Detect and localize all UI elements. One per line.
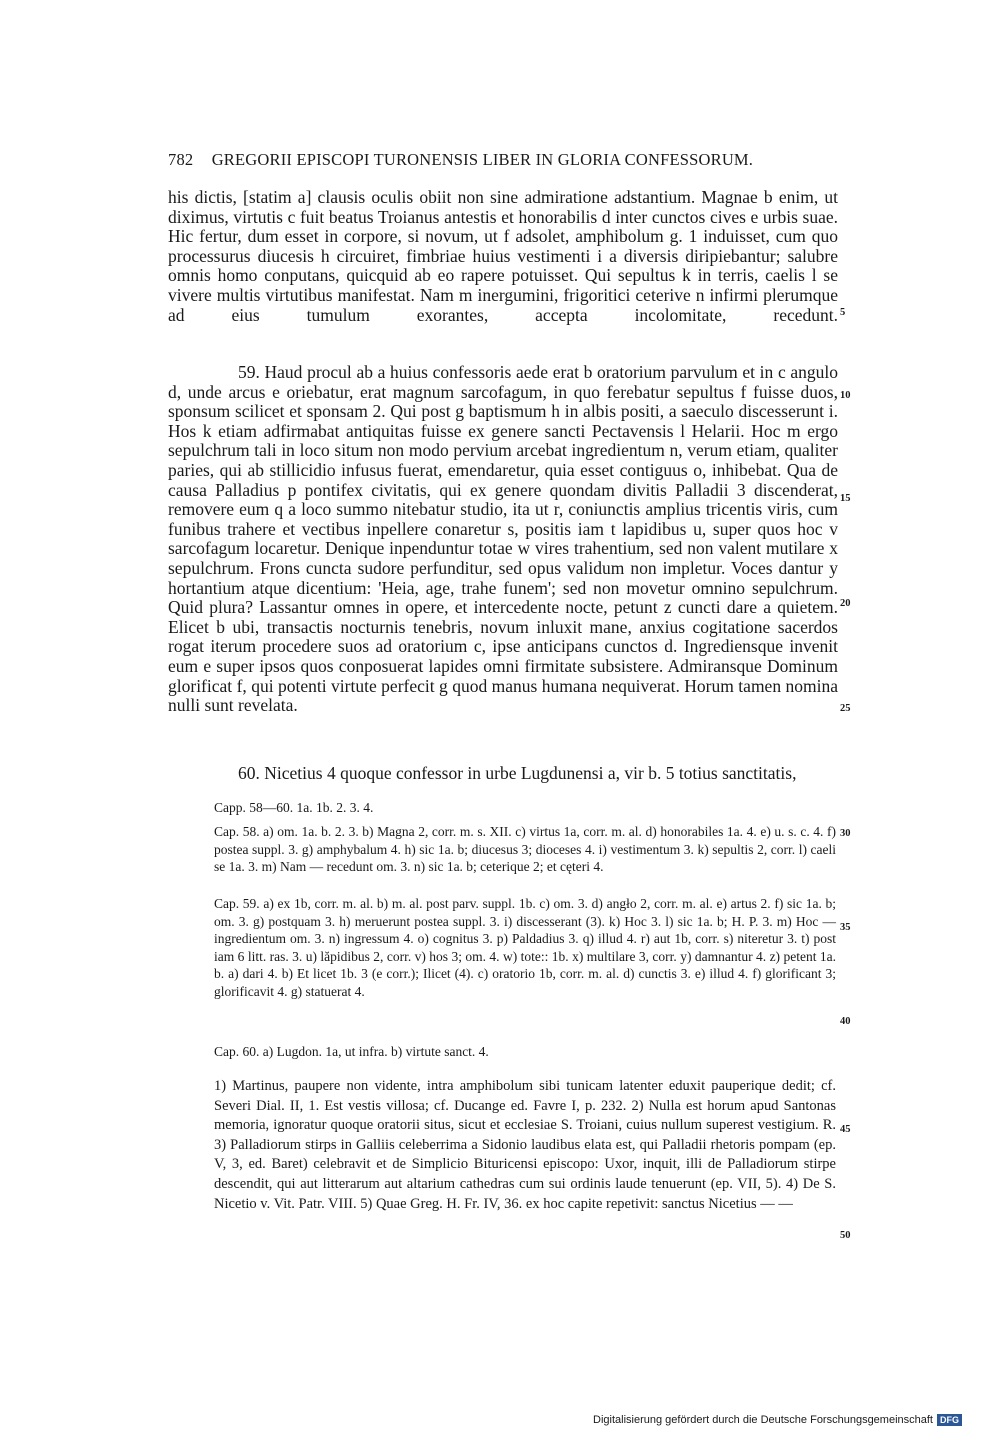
apparatus-chapter-58	[168, 823, 836, 876]
line-number: 5	[840, 307, 846, 318]
dfg-logo: DFG	[937, 1414, 962, 1426]
apparatus-chapter-60	[168, 1043, 836, 1061]
chapter-60-paragraph: 60. Nicetius 4 quoque confessor in urbe Lugdunensi a, vir b. 5 totius sanctitatis,	[238, 763, 797, 783]
footnotes-text: 1) Martinus, paupere non vidente, intra amphibolum sibi tunicam latenter eduxit pauperique dedit; cf. Severi Dial. II, 1. Est vestis villosa; cf. Ducange ed. Favre I, p. 232. 2) Nulla est horum apud Santonas memoria, ignoratur quoque oratorii situs, sicut et ecclesiae S. Troiani, cuius nullum superest vestigium. R. 3) Palladiorum stirps in Galliis celeberrima a Sidonio laudibus elata est, qui Palladii rhetoris pompam (ep. V, 3, ed. Baret) celebravit et de Simplicio Bituricensi episcopo: Uxor, inquit, illi de Palladiorum stirpe descendit, qui aut litterarum aut altarium cathedras cum sui ordinis laude tenuerunt (ep. VII, 5). 4) De S. Nicetio v. Vit. Patr. VIII. 5) Quae Greg. H. Fr. IV, 36. ex hoc capite repetivit: sanctus Nicetius — —	[214, 1078, 836, 1212]
page-number: 782	[168, 150, 194, 169]
running-header	[168, 150, 838, 170]
line-number: 20	[840, 598, 851, 609]
chapter-58-paragraph: his dictis, [statim a] clausis oculis obiit non sine admiratione adstantium. Magnae b enim, ut diximus, virtutis c fuit beatus Troianus antestis et honorabilis d inter cunctos cives e urbis suae. Hic fertur, dum esset in corpore, si novum, ut f adsolet, amphibolum g. 1 induisset, cum quo processurus diucesis h circuiret, fimbriae huius vestimenti i a diversis diripiebantur; salubre omnis homo conputans, quicquid ab eo rapere potuisset. Qui sepultus k in terris, caelis l se vivere multis virtutibus manifestat. Nam m inergumini, frigoritici ceterive n infirmi plerumque ad eius tumulum exorantes, accepta incolomitate, recedunt.	[168, 187, 838, 325]
line-number: 15	[840, 493, 851, 504]
chapter-59-paragraph: 59. Haud procul ab a huius confessoris aede erat b oratorium parvulum et in c angulo d, unde arcus e oriebatur, erat magnum sarcofagum, in quo ferebatur sepultus f fuisse duos, sponsum scilicet et sponsam 2. Qui post g baptismum h in albis positi, a saeculo discesserunt i. Hos k etiam adfirmabat antiquitas fuisse ex genere sancti Pectavensis l Helarii. Hoc m ergo sepulchrum tali in loco situm non modo pervium arcebat ingredientum n, verum etiam, qualiter paries, qui ab stillicidio infusus fuerat, emendaretur, quia esset contiguus o, inhibebat. Qua de causa Palladius p pontifex civitatis, qui ex genere quondam divitis Palladii 3 discenderat, removere eum q a loco summo nitebatur studio, ita ut r, coniunctis amplius tricentis viris, cum funibus trahere et vectibus inpellere conaretur s, positis iam t lapidibus u, super quos hoc v sarcofagum locaretur. Denique inpenduntur totae w vires trahentium, sed non valent mutilare x sepulchrum. Frons cuncta sudore perfunditur, sed opus validum non impletur. Voces dantur y hortantium atque dicentium: 'Heia, age, trahe funem'; sed non movetur omnino sepulchrum. Quid plura? Lassantur omnes in opere, et intercedente nocte, petunt z cuncti dare a quietem. Elicet b ubi, transactis nocturnis tenebris, novum inluxit mane, anxius cogitatione sacerdos rogat iterum procedere suos ad oratorium c, ipse anticipans cunctos d. Ingrediensque invenit eum e super ipsos quos conposuerat lapides omni firmitate subsistere. Admiransque Dominum glorificat f, qui potenti virtute perfecit g quod manus humana nequiverat. Horum tamen nomina nulli sunt revelata.	[168, 362, 838, 716]
digitization-footer	[593, 1414, 962, 1426]
line-number: 10	[840, 390, 851, 401]
line-number: 50	[840, 1230, 851, 1241]
line-number: 40	[840, 1016, 851, 1027]
line-number: 45	[840, 1124, 851, 1135]
running-title: GREGORII EPISCOPI TURONENSIS LIBER IN GLORIA CONFESSORUM.	[211, 150, 754, 169]
apparatus-codices: Capp. 58—60. 1a. 1b. 2. 3. 4.	[214, 800, 374, 815]
apparatus-chapter-59	[168, 895, 836, 1001]
apparatus-text: Cap. 58. a) om. 1a. b. 2. 3. b) Magna 2, corr. m. s. XII. c) virtus 1a, corr. m. al. d) honorabiles 1a. 4. e) u. s. c. 4. f) postea suppl. 3. g) amphybalum 4. h) sic 1a. b; diucesus 3; dioceses 4. i) vestimentum 3. k) sepultis 2, corr. l) caeli se 1a. 3. m) Nam — recedunt om. 3. n) sic 1a. b; ceterique 2; et cęteri 4.	[214, 824, 836, 875]
apparatus-text: Cap. 59. a) ex 1b, corr. m. al. b) m. al. post parv. suppl. 1b. c) om. 3. d) angło 2, corr. m. al. e) artus 2. f) sic 1a. b; om. 3. g) postquam 3. h) meruerunt postea suppl. 3. i) discesserant (3). k) Hoc 3. l) sic 1a. b; H. P. 3. m) Hoc — ingredientum om. 3. n) ingressum 4. o) cognitus 3. p) Paldadius 3. q) illud 4. r) aut 1b, corr. s) niteretur 3. t) post iam 6 litt. ras. 3. u) lăpidibus 2, corr. v) hos 3; om. 4. w) tote:: 1b. x) multilare 3, corr. y) damnantur 4. z) petent 1a. b. a) dari 4. b) Et licet 1b. 3 (e corr.); Ilicet (4). c) oratorio 1b, corr. m. al. d) cunctis 3. e) illud 4. f) glorificant 3; glorificavit 4. g) statuerat 4.	[214, 896, 836, 999]
line-number: 25	[840, 703, 851, 714]
apparatus-text: Cap. 60. a) Lugdon. 1a, ut infra. b) virtute sanct. 4.	[214, 1044, 489, 1059]
line-number: 30	[840, 828, 851, 839]
footer-text: Digitalisierung gefördert durch die Deutsche Forschungsgemeinschaft	[593, 1414, 933, 1426]
line-number: 35	[840, 922, 851, 933]
footnotes	[168, 1077, 836, 1214]
